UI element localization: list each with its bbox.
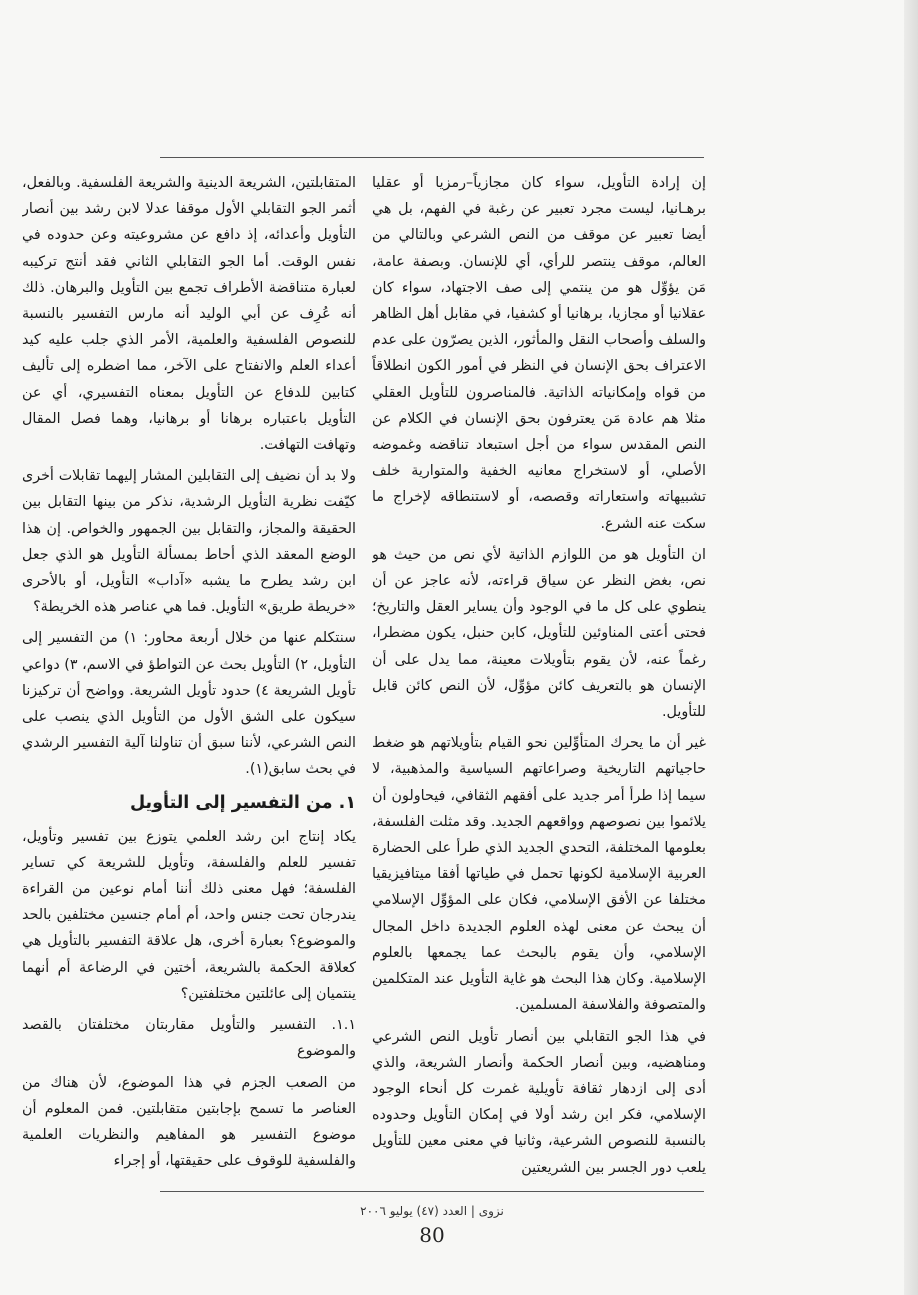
paragraph: في هذا الجو التقابلي بين أنصار تأويل النص الشرعي ومناهضيه، وبين أنصار الحكمة وأنصار الشريعة، والذي أدى إلى ازدهار ثقافة تأويلية غمرت كل أنحاء الوجود الإسلامي، فكر ابن رشد أولا في إمكان التأويل وحدوده بالنسبة للنصوص الشرعية، وثانيا في معنى معين للتأويل يلعب دور الجسر بين الشريعتين [372,1028,706,1176]
page-edge [904,0,918,1295]
page-number: 80 [419,1223,445,1247]
paragraph: ولا بد أن نضيف إلى التقابلين المشار إليهما تقابلات أخرى كيّفت نظرية التأويل الرشدية، نذكر من بينها التقابل بين الحقيقة والمجاز، والتقابل بين الجمهور والخواص. إن هذا الوضع المعقد الذي أحاط بمسألة التأويل هو الذي جعل ابن رشد يطرح ما يشبه «آداب» التأويل، أو بالأحرى «خريطة طريق» التأويل. فما هي عناصر هذه الخريطة؟ [22,468,356,616]
journal-footer: نزوى | العدد (٤٧) يوليو ٢٠٠٦ [360,1204,504,1218]
left-column [22,170,356,1190]
paragraph: من الصعب الجزم في هذا الموضوع، لأن هناك من العناصر ما تسمح بإجابتين متقابلتين. فمن المعلوم أن موضوع التفسير هو المفاهيم والنظريات العلمية والفلسفية للوقوف على حقيقتها، أو إجراء [22,1074,356,1170]
right-column [372,170,706,1190]
section-heading: ١. من التفسير إلى التأويل [129,792,356,813]
paragraph: المتقابلتين، الشريعة الدينية والشريعة الفلسفية. وبالفعل، أثمر الجو التقابلي الأول موقفا عدلا لابن رشد بين أنصار التأويل وأعدائه، إذ دافع عن مشروعيته وعن حدوده في نفس الوقت. أما الجو التقابلي الثاني فقد أنتج تركيبه لعبارة متناقضة الأطراف تجمع بين التأويل والبرهان. ذلك أنه عُرِف عن أبي الوليد أنه مارس التفسير بالنسبة للنصوص الفلسفية والعلمية، الأمر الذي جلب عليه كيد أعداء العلم والانفتاح على الآخر، مما اضطره إلى تأليف كتابين للدفاع عن التأويل بمعناه التفسيري، أي عن التأويل باعتباره برهانا أو برهانيا، وهما فصل المقال وتهافت التهافت. [22,175,356,454]
paragraph: يكاد إنتاج ابن رشد العلمي يتوزع بين تفسير وتأويل، تفسير للعلم والفلسفة، وتأويل للشريعة كي تساير الفلسفة؛ فهل معنى ذلك أننا أمام نوعين من القراءة يندرجان تحت جنس واحد، أم أمام جنسين مختلفين بالحد والموضوع؟ بعبارة أخرى، هل علاقة التفسير بالتأويل هي كعلاقة الحكمة بالشريعة، أختين في الرضاعة أم أنهما ينتميان إلى عائلتين مختلفتين؟ [22,828,356,1002]
subsection-heading: ١.١. التفسير والتأويل مقاربتان مختلفتان بالقصد والموضوع [22,1017,356,1060]
paragraph: سنتكلم عنها من خلال أربعة محاور: ١) من التفسير إلى التأويل، ٢) التأويل بحث عن التواطؤ في الاسم، ٣) دواعي تأويل الشريعة ٤) حدود تأويل الشريعة. وواضح أن تركيزنا سيكون على الشق الأول من التأويل الذي ينصب على النص الشرعي، لأننا سبق أن تناولنا آلية التفسير الرشدي في بحث سابق(١). [22,630,356,778]
bottom-rule [160,1191,704,1192]
paragraph: ان التأويل هو من اللوازم الذاتية لأي نص من حيث هو نص، بغض النظر عن سياق قراءته، لأنه عاجز عن أن ينطوي على كل ما في الوجود وأن يساير العقل والتاريخ؛ فحتى أعتى المناوئين للتأويل، كابن حنبل، يكون مضطرا، رغماً عنه، لأن يقوم بتأويلات معينة، مما يدل على أن الإنسان هو بالتعريف كائن مؤوِّل، لأن النص كائن قابل للتأويل. [372,546,706,721]
top-rule [160,157,704,158]
paragraph: غير أن ما يحرك المتأوِّلين نحو القيام بتأويلاتهم هو ضغط حاجياتهم التاريخية وصراعاتهم السياسية والمذهبية، لا سيما إذا طرأ أمر جديد على أفقهم الثقافي، فيحاولون أن يلائموا بين نصوصهم وواقعهم الجديد. وقد مثلت الفلسفة، بعلومها المختلفة، التحدي الجديد الذي طرأ على الحضارة العربية الإسلامية لكونها تحمل في طياتها أفقا ميتافيزيقيا مختلفا عن الأفق الإسلامي، فكان على المؤوِّل الإسلامي أن يبحث عن معنى لهذه العلوم الجديدة داخل المجال الإسلامي، وأن يقوم بالبحث عما يجمعها بالعلوم الإسلامية. وكان هذا البحث هو غاية التأويل عند المتكلمين والمتصوفة والفلاسفة المسلمين. [372,735,706,1014]
paragraph: إن إرادة التأويل، سواء كان مجازياً–رمزيا أو عقليا برهـانيا، ليست مجرد تعبير عن رغبة في الفهم، بل هي أيضا تعبير عن موقف من النص الشرعي وبالتالي من العالم، موقف ينتصر للرأي، أي للإنسان. وبصفة عامة، مَن يؤوِّل هو من ينتمي إلى صف الاجتهاد، سواء كان عقلانيا أو مجازيا، برهانيا أو كشفيا، في مقابل أهل الظاهر والسلف وأصحاب النقل والمأثور، الذين يصرّون على عدم الاعتراف بحق الإنسان في النظر في أمور الكون انطلاقاً من قواه وإمكانياته الذاتية. فالمناصرون للتأويل العقلي مثلا هم عادة مَن يعترفون بحق الإنسان في الكلام عن النص المقدس سواء من أجل استبعاد تناقضه وغموضه الأصلي، أو لاستخراج معانيه الخفية والمتوارية خلف تشبيهاته واستعاراته وقصصه، أو لاستنطاقه لإخراج ما سكت عنه الشرع. [372,175,706,532]
